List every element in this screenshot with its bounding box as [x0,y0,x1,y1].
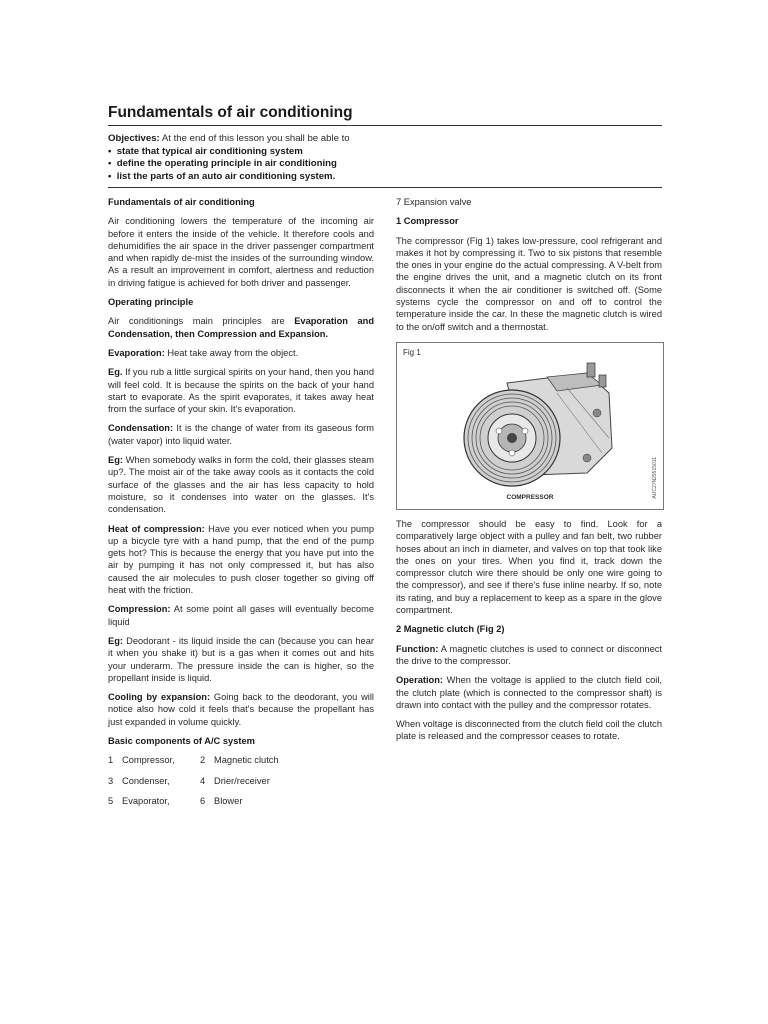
compressor-paragraph: The compressor (Fig 1) takes low-pressure, cool refrigerant and makes it hot by compressing it. Two to six pistons that resemble the ones in your engine do the actual compressing. A V-belt from the engine drives the unit, and a magnetic clutch on its front disconnects it when the air conditioner is switched off. (Some systems cycle the compressor on and off to control the temperature inside the car. In these the magnetic clutch is wired to the on/off switch and a thermostat. [396,235,662,332]
objectives-block [108,130,662,188]
components-list [108,754,374,807]
operating-paragraph [108,315,374,340]
component-number: 4 [200,775,206,786]
section-heading-compressor: 1 Compressor [396,216,459,227]
evaporation-label: Evaporation: [108,347,165,358]
example-label: Eg. [108,367,123,378]
evaporation-text: Heat take away from the object. [164,347,299,358]
component-item [200,775,350,787]
figure-code: AUC27N29515011 [651,457,658,499]
objective-item: • define the operating principle in air conditioning [108,158,662,171]
example-text: When somebody walks in form the cold, their glasses steam up?. The moist air of the take away cools as it contacts the cold surface of the glasses and the air has less capacity to hold moisture, so it condenses into water on the glasses. It's condensation. [108,455,374,515]
find-compressor-paragraph: The compressor should be easy to find. Look for a comparatively large object with a pulley and fan belt, two rubber hoses about an inch in diameter, and valves on top that took like the ones on your tires. When you find it, track down the compressor clutch wire there should be only one wire going to the compressor), and see if there's fuse inline nearby. If so, note its rating, and buy a replacement to keep as a spare in the glove compartment. [396,518,662,616]
example-text: Deodorant - its liquid inside the can (because you can hear it when you shake it) but is a gas when it comes out and hits your underarm. The pressure inside the can is higher, so the propellant inside is liquid. [108,635,374,683]
section-heading-magnetic-clutch: 2 Magnetic clutch (Fig 2) [396,624,505,635]
condensation-text: It is the change of water from its gaseous form (water vapor) into liquid water. [108,423,374,446]
component-number: 5 [108,795,114,806]
heat-of-compression-text: Have you ever noticed when you pump up a bicycle tyre with a hand pump, that the end of the pump gets hot? This is because the energy that you have put into the air by pumping it has not only compressed it, but has also caused the air molecules to push closer together so giving off heat with the friction. [108,523,374,596]
operation-text: When the voltage is applied to the clutch field coil, the clutch plate (which is connected to the compressor shaft) is drawn into contact with the pulley and the compressor rotates. [396,675,662,710]
component-item [200,754,350,766]
cooling-by-expansion-label: Cooling by expansion: [108,692,211,703]
component-item [108,754,200,766]
figure-caption: COMPRESSOR [506,493,554,501]
figure-label: Fig 1 [403,347,421,357]
intro-paragraph: Air conditioning lowers the temperature of the incoming air before it enters the inside of the vehicle. It therefore cools and dehumidifies the air space in the driver passenger compartment and when rapidly de-mist the insides of the surrounding window. As a result an improvement in comfort, alertness and reduction in driving fatigue is achieved for both driver and passenger. [108,216,374,288]
component-name: Magnetic clutch [214,755,279,766]
component-number: 2 [200,755,206,766]
heat-of-compression-paragraph [108,523,374,597]
section-heading-operating-principle: Operating principle [108,297,194,308]
section-heading-fundamentals: Fundamentals of air conditioning [108,197,255,207]
compression-paragraph [108,603,374,628]
component-number: 1 [108,755,114,766]
compression-label: Compression: [108,604,171,615]
compression-text: At some point all gases will eventually become liquid [108,604,374,627]
document-page [108,104,662,806]
heat-of-compression-label: Heat of compression: [108,523,205,534]
operation-paragraph [396,674,662,711]
component-item [108,775,200,787]
page-title: Fundamentals of air conditioning [108,104,662,126]
compressor-illustration [437,353,627,493]
section-heading-basic-components: Basic components of A/C system [108,735,255,746]
component-item [108,795,200,807]
component-item [200,795,350,807]
example-evaporation-paragraph [108,366,374,415]
objectives-label: Objectives: [108,133,160,144]
component-item-7: 7 Expansion valve [396,197,472,207]
operating-principles-bold: Evaporation and Condensation, then Compression and Expansion. [108,316,374,339]
evaporation-paragraph [108,347,374,359]
operating-text: Air conditionings main principles are [108,316,295,327]
objectives-lead-text: At the end of this lesson you shall be able to [159,133,350,144]
condensation-label: Condensation: [108,423,174,434]
component-name: Evaporator, [122,795,170,806]
component-number: 6 [200,795,206,806]
function-text: A magnetic clutches is used to connect or disconnect the drive to the compressor. [396,643,662,666]
left-column [108,196,374,807]
function-paragraph [396,643,662,668]
cooling-by-expansion-paragraph [108,691,374,728]
right-column [396,196,662,750]
cooling-by-expansion-text: Going back to the deodorant, you will notice also how cold it feels that's because the propellant has just expanded in volume quickly. [108,692,374,727]
component-name: Condenser, [122,775,170,786]
disconnect-paragraph: When voltage is disconnected from the clutch field coil the clutch plate is released and the compressor ceases to rotate. [396,719,662,742]
function-label: Function: [396,643,439,654]
figure-compressor [396,342,664,510]
component-number: 3 [108,775,114,786]
example-label: Eg: [108,635,123,646]
objective-item: • list the parts of an auto air conditioning system. [108,171,662,184]
component-name: Blower [214,795,243,806]
example-condensation-paragraph [108,454,374,515]
objectives-lead [108,133,662,146]
operation-label: Operation: [396,675,444,686]
component-name: Drier/receiver [214,775,270,786]
condensation-paragraph [108,422,374,447]
example-deodorant-paragraph [108,635,374,684]
objective-item: • state that typical air conditioning system [108,146,662,159]
example-label: Eg: [108,455,123,466]
example-text: If you rub a little surgical spirits on your hand, then you hand will feel cold. It is because the spirits on the back of your hand start to evaporate. As the spirit evaporates, it takes away heat from the surface of your skin. It's evaporation. [108,367,374,415]
component-name: Compressor, [122,755,175,766]
